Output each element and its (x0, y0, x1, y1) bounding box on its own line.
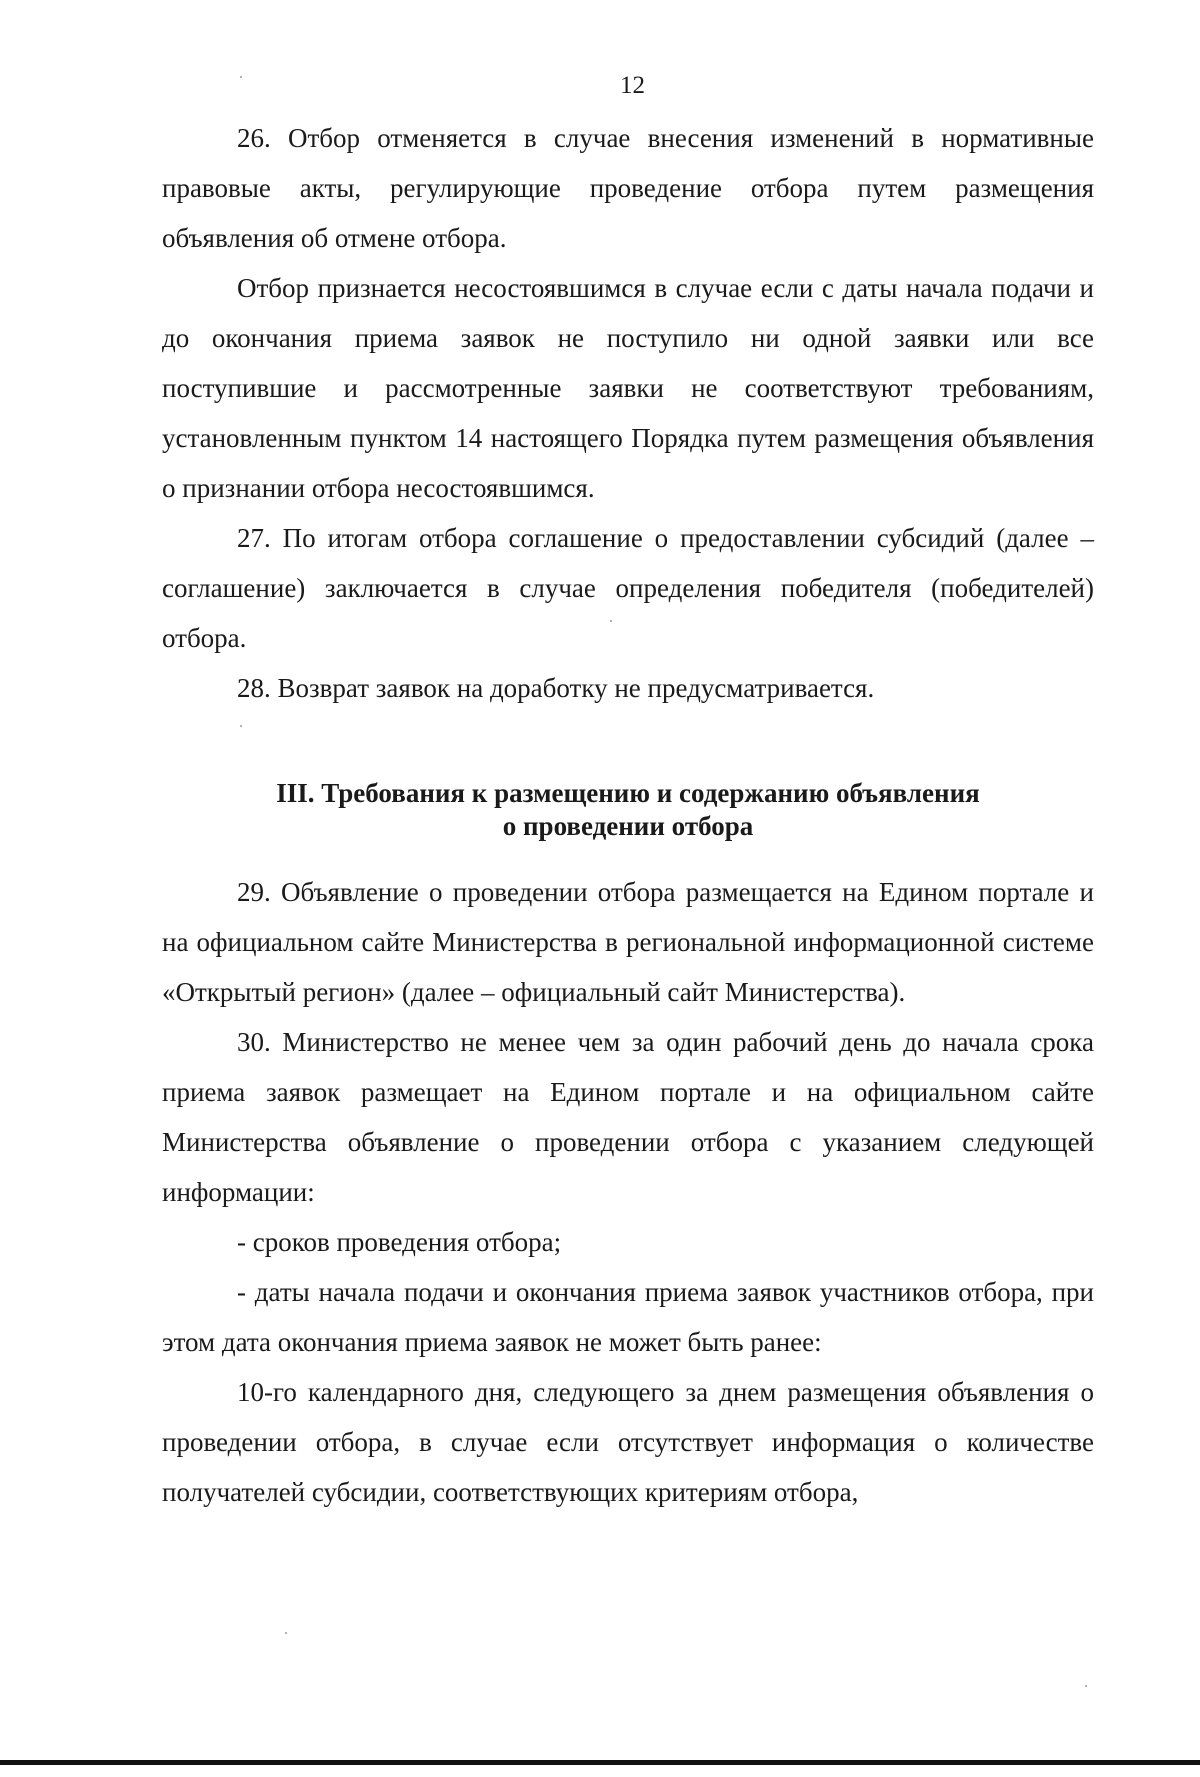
section-heading-line-1: III. Требования к размещению и содержанию объявления (276, 778, 980, 808)
paragraph-27: 27. По итогам отбора соглашение о предоставлении субсидий (далее – соглашение) заключается в случае определения победителя (победителей) отбора. (162, 523, 1094, 653)
page-number: 12 (620, 72, 645, 99)
scan-speck (285, 1632, 287, 1634)
paragraph-29: 29. Объявление о проведении отбора размещается на Едином портале и на официальном сайте Министерства в региональной информационной системе «Открытый регион» (далее – официальный сайт Министерства). (162, 877, 1094, 1007)
scan-edge-bar (0, 1760, 1200, 1765)
paragraph-26: 26. Отбор отменяется в случае внесения изменений в нормативные правовые акты, регулирующие проведение отбора путем размещения объявления об отмене отбора. (162, 123, 1094, 253)
list-item-deadlines: - сроков проведения отбора; (237, 1227, 562, 1257)
text-block-lower (162, 867, 1094, 1517)
section-heading-line-2: о проведении отбора (502, 811, 754, 841)
paragraph-failed-selection: Отбор признается несостоявшимся в случае если с даты начала подачи и до окончания приема заявок не поступило ни одной заявки или все поступившие и рассмотренные заявки не соответствуют требованиям, установленным пунктом 14 настоящего Порядка путем размещения объявления о признании отбора несостоявшимся. (162, 273, 1094, 503)
section-heading (162, 777, 1094, 843)
scan-speck (610, 620, 612, 622)
text-block-upper (162, 113, 1094, 713)
scan-speck (1085, 1685, 1087, 1687)
list-item-application-dates: - даты начала подачи и окончания приема заявок участников отбора, при этом дата окончания приема заявок не может быть ранее: (162, 1277, 1094, 1357)
scan-speck (240, 725, 242, 727)
paragraph-30: 30. Министерство не менее чем за один рабочий день до начала срока приема заявок размещает на Едином портале и на официальном сайте Министерства объявление о проведении отбора с указанием следующей информации: (162, 1027, 1094, 1207)
scan-speck (240, 76, 242, 78)
paragraph-10th-day: 10-го календарного дня, следующего за днем размещения объявления о проведении отбора, в случае если отсутствует информация о количестве получателей субсидии, соответствующих критериям отбора, (162, 1377, 1094, 1507)
paragraph-28: 28. Возврат заявок на доработку не предусматривается. (237, 673, 875, 703)
